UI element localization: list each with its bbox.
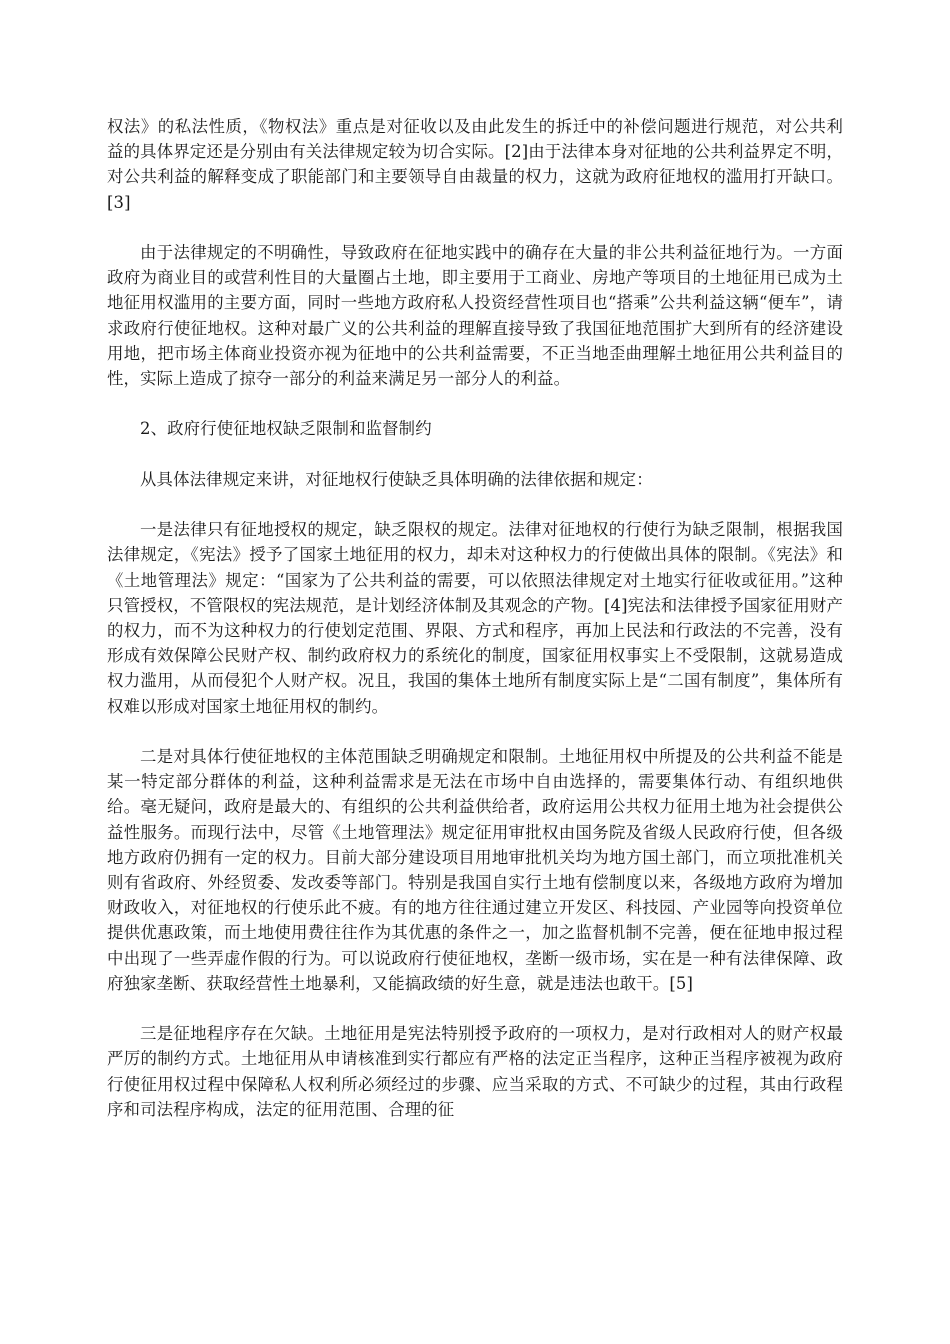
paragraph-non-public-interest-land-acquisition: 由于法律规定的不明确性，导致政府在征地实践中的确存在大量的非公共利益征地行为。一方面政府为商业目的或营利性目的大量圈占土地，即主要用于工商业、房地产等项目的土地征用已成为土地征用权滥用的主要方面，同时一些地方政府私人投资经营性项目也“搭乘”公共利益这辆“便车”，请求政府行使征地权。这种对最广义的公共利益的理解直接导致了我国征地范围扩大到所有的经济建设用地，把市场主体商业投资亦视为征地中的公共利益需要，不正当地歪曲理解土地征用公共利益目的性，实际上造成了掠夺一部分的利益来满足另一部分人的利益。	[107, 243, 843, 389]
paragraph-point-three-procedure: 三是征地程序存在欠缺。土地征用是宪法特别授予政府的一项权力，是对行政相对人的财产权最严厉的制约方式。土地征用从申请核准到实行都应有严格的法定正当程序，这种正当程序被视为政府行使征用权过程中保障私人权利所必须经过的步骤、应当采取的方式、不可缺少的过程，其由行政程序和司法程序构成，法定的征用范围、合理的征	[107, 1024, 843, 1119]
paragraph-point-two-subject-scope: 二是对具体行使征地权的主体范围缺乏明确规定和限制。土地征用权中所提及的公共利益不能是某一特定部分群体的利益，这种利益需求是无法在市场中自由选择的，需要集体行动、有组织地供给。毫无疑问，政府是最大的、有组织的公共利益供给者，政府运用公共权力征用土地为社会提供公益性服务。而现行法中，尽管《土地管理法》规定征用审批权由国务院及省级人民政府行使，但各级地方政府仍拥有一定的权力。目前大部分建设项目用地审批机关均为地方国土部门，而立项批准机关则有省政府、外经贸委、发改委等部门。特别是我国自实行土地有偿制度以来，各级地方政府为增加财政收入，对征地权的行使乐此不疲。有的地方往往通过建立开发区、科技园、产业园等向投资单位提供优惠政策，而土地使用费往往作为其优惠的条件之一，加之监督机制不完善，便在征地申报过程中出现了一些弄虚作假的行为。可以说政府行使征地权，垄断一级市场，实在是一种有法律保障、政府独家垄断、获取经营性土地暴利，又能搞政绩的好生意，就是违法也敢干。[5]	[107, 747, 843, 993]
document-body	[107, 114, 843, 1122]
paragraph-point-one-authorization: 一是法律只有征地授权的规定，缺乏限权的规定。法律对征地权的行使行为缺乏限制，根据我国法律规定，《宪法》授予了国家土地征用的权力，却未对这种权力的行使做出具体的限制。《宪法》和《土地管理法》规定：“国家为了公共利益的需要，可以依照法律规定对土地实行征收或征用。”这种只管授权，不管限权的宪法规范，是计划经济体制及其观念的产物。[4]宪法和法律授予国家征用财产的权力，而不为这种权力的行使划定范围、界限、方式和程序，再加上民法和行政法的不完善，没有形成有效保障公民财产权、制约政府权力的系统化的制度，国家征用权事实上不受限制，这就易造成权力滥用，从而侵犯个人财产权。况且，我国的集体土地所有制度实际上是“二国有制度”，集体所有权难以形成对国家土地征用权的制约。	[107, 520, 843, 716]
paragraph-continuation: 权法》的私法性质，《物权法》重点是对征收以及由此发生的拆迁中的补偿问题进行规范，对公共利益的具体界定还是分别由有关法律规定较为切合实际。[2]由于法律本身对征地的公共利益界定不明，对公共利益的解释变成了职能部门和主要领导自由裁量的权力，这就为政府征地权的滥用打开缺口。[3]	[107, 117, 843, 212]
section-heading-lack-of-restriction: 2、政府行使征地权缺乏限制和监督制约	[140, 419, 432, 439]
paragraph-legal-basis-intro: 从具体法律规定来讲，对征地权行使缺乏具体明确的法律依据和规定：	[140, 469, 653, 489]
